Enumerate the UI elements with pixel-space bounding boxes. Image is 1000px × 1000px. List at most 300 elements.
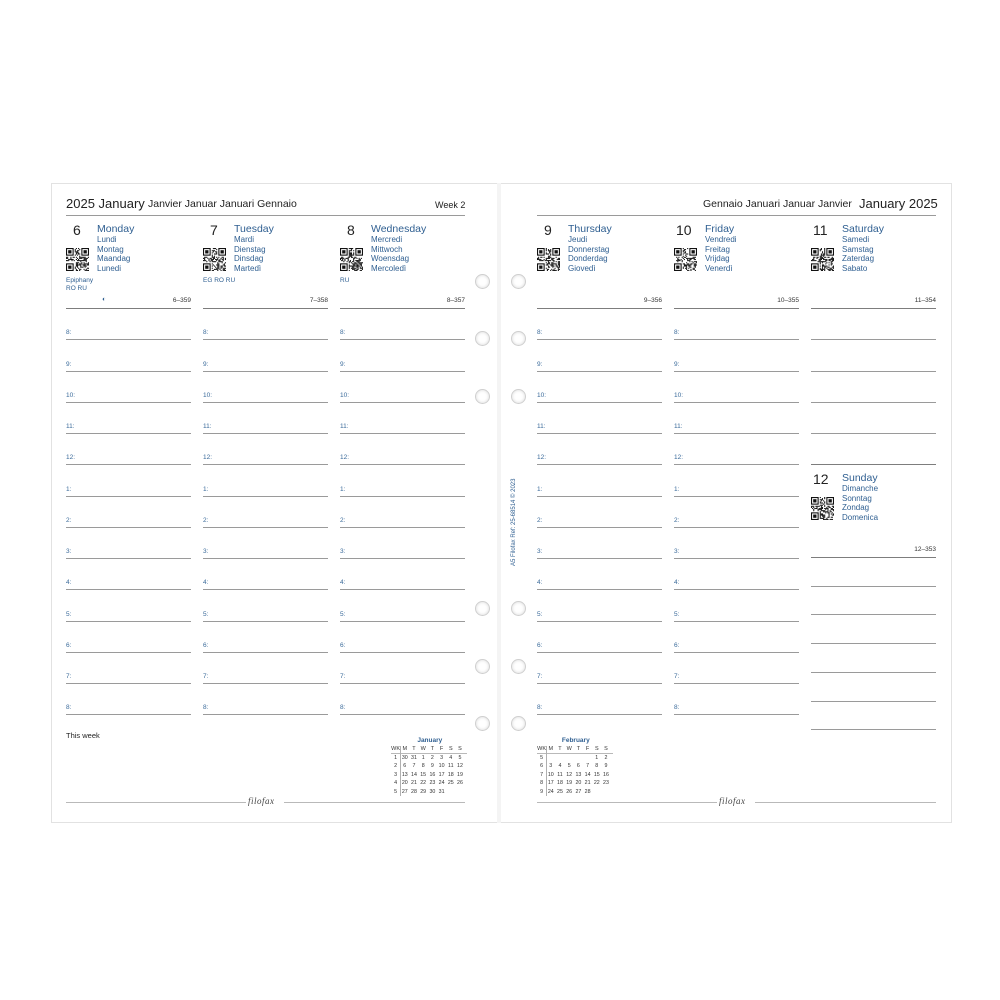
note-line [811, 672, 936, 673]
hour-label: 4: [66, 579, 72, 587]
binding-gutter [497, 183, 501, 823]
hour-label: 11: [203, 423, 212, 430]
hour-line [203, 621, 328, 622]
mini-calendar-day: 18 [557, 780, 563, 787]
mini-calendar-day: 16 [429, 771, 436, 778]
hour-line [203, 433, 328, 434]
saturday-end-rule [811, 464, 936, 465]
day-rule [340, 308, 465, 309]
right-page [500, 183, 952, 823]
mini-calendar-week-number: 5 [394, 788, 398, 795]
note-line [811, 433, 936, 434]
hour-line [340, 464, 465, 465]
mini-calendar-week-number: 3 [394, 771, 398, 778]
mini-calendar-day: 28 [584, 788, 591, 795]
punch-hole [511, 274, 526, 289]
mini-calendar-day: 15 [593, 771, 600, 778]
hour-label: 7: [66, 673, 72, 680]
hour-label: 10: [537, 391, 547, 399]
holiday-note: RO RU [66, 285, 87, 292]
day-name-translation: Donnerstag [568, 244, 610, 254]
mini-calendar-day: 16 [603, 771, 609, 778]
day-name-translation: Freitag [705, 244, 730, 254]
mini-calendar-day: 18 [447, 771, 454, 778]
punch-hole [511, 716, 526, 731]
hour-line [66, 621, 191, 622]
hour-line [674, 589, 799, 590]
mini-calendar-day: 2 [604, 755, 608, 761]
hour-label: 1: [537, 485, 543, 493]
day-name-translation: Zondag [842, 503, 870, 513]
punch-hole [511, 659, 526, 674]
right-header-month-year: January 2025 [859, 196, 938, 211]
day-number: 9 [544, 222, 552, 238]
punch-hole [511, 331, 526, 346]
hour-line [340, 339, 465, 340]
mini-calendar-day: 20 [575, 780, 582, 787]
mini-calendar-day: 31 [411, 755, 417, 761]
hour-label: 8: [674, 329, 680, 337]
hour-line [203, 589, 328, 590]
punch-hole [475, 716, 490, 731]
hour-line [340, 589, 465, 590]
hour-label: 8: [674, 704, 680, 712]
day-qr-code [340, 248, 363, 271]
mini-calendar-day: 27 [575, 788, 582, 795]
mini-calendar-weekday: T [558, 746, 562, 752]
hour-label: 7: [537, 673, 543, 680]
hour-label: 5: [203, 610, 209, 618]
hour-label: 3: [674, 548, 680, 555]
day-name-translation: Samstag [842, 244, 874, 254]
right-footer-rule-a [537, 802, 717, 803]
hour-line [674, 683, 799, 684]
hour-line [674, 527, 799, 528]
day-number: 12 [813, 471, 829, 487]
hour-label: 9: [340, 360, 346, 368]
mini-calendar-day: 27 [401, 788, 408, 795]
mini-calendar-day: 25 [447, 780, 454, 787]
day-name-translation: Lundi [97, 235, 117, 244]
mini-calendar-day: 30 [401, 755, 408, 761]
hour-line [203, 683, 328, 684]
hour-label: 10: [340, 391, 350, 399]
qr-code-icon [811, 248, 834, 271]
mini-calendar-day: 17 [438, 771, 445, 778]
day-rule [674, 308, 799, 309]
hour-label: 12: [66, 454, 76, 462]
hour-label: 2: [537, 516, 543, 524]
mini-calendar-day: 25 [557, 788, 563, 795]
right-header-languages: Gennaio Januari Januar Janvier [703, 198, 852, 210]
qr-code-icon [66, 248, 89, 271]
svg-text:A5 Filofax Ref: 25-68514 ©: A5 Filofax Ref: 25-68514 © 2023 [511, 478, 517, 566]
mini-calendar-day: 21 [584, 780, 591, 787]
day-name-translation: Sabato [842, 263, 868, 273]
day-rule [203, 308, 328, 309]
note-line [811, 614, 936, 615]
mini-calendar-day: 8 [421, 763, 425, 770]
day-name-translation: Donderdag [568, 254, 608, 264]
left-header-languages: Janvier Januar Januari Gennaio [148, 198, 297, 210]
hour-line [674, 714, 799, 715]
brand-logo-right: filofax [719, 796, 746, 806]
mini-calendar-weekday: T [430, 746, 435, 752]
mini-calendar-day: 13 [401, 771, 408, 778]
mini-calendar-week-number: 2 [394, 763, 398, 770]
day-name-translation: Vendredi [705, 235, 737, 244]
hour-line [66, 527, 191, 528]
day-name-translation: Samedi [842, 235, 870, 244]
hour-label: 11: [340, 423, 349, 430]
hour-label: 8: [340, 329, 346, 337]
day-name-translation: Jeudi [568, 235, 588, 244]
mini-calendar-week-number: 7 [540, 771, 544, 778]
hour-line [66, 433, 191, 434]
mini-calendar-day: 28 [411, 788, 417, 795]
hour-line [66, 589, 191, 590]
day-name: Saturday [842, 223, 885, 235]
mini-calendar-week-number: 9 [540, 788, 544, 795]
punch-hole [475, 601, 490, 616]
mini-calendar-weekday: M [402, 746, 408, 752]
day-qr-code [537, 248, 560, 271]
hour-line [537, 371, 662, 372]
hour-line [674, 496, 799, 497]
left-header-rule [66, 215, 465, 216]
mini-calendar-weekday: M [548, 746, 554, 752]
hour-label: 8: [66, 704, 72, 712]
day-number: 6 [73, 222, 81, 238]
hour-label: 4: [203, 579, 209, 587]
hour-label: 1: [66, 485, 72, 493]
hour-label: 8: [203, 329, 209, 337]
hour-label: 5: [674, 610, 680, 618]
mini-calendar-weekday: S [604, 746, 608, 752]
hour-label: 12: [340, 454, 350, 462]
mini-calendar-day: 5 [567, 763, 571, 770]
day-name-translation: Giovedì [568, 263, 596, 273]
day-name-translation: Lunedi [97, 263, 122, 273]
left-footer-rule-a [66, 802, 246, 803]
mini-calendar-day: 31 [438, 788, 445, 795]
mini-calendar-day: 6 [403, 763, 407, 770]
mini-calendar-day: 26 [566, 788, 573, 795]
mini-calendar-day: 6 [576, 763, 580, 770]
mini-calendar-day: 12 [566, 771, 573, 778]
day-of-year: 7–358 [309, 297, 328, 304]
mini-calendar-day: 1 [595, 755, 599, 761]
hour-label: 10: [66, 391, 76, 399]
mini-calendar-day: 2 [430, 755, 434, 761]
hour-line [674, 558, 799, 559]
hour-label: 7: [674, 673, 680, 680]
mini-calendar-day: 7 [412, 763, 416, 770]
punch-hole [475, 659, 490, 674]
mini-calendar-day: 4 [558, 763, 562, 770]
day-name-translation: Maandag [97, 254, 131, 264]
day-name: Friday [705, 223, 735, 235]
hour-label: 11: [674, 423, 683, 430]
note-line [811, 701, 936, 702]
hour-line [203, 402, 328, 403]
mini-calendar-day: 11 [448, 763, 454, 770]
mini-calendar-day: 12 [457, 763, 463, 770]
mini-calendar-day: 20 [401, 780, 408, 787]
moon-phase-icon: ◐ [102, 296, 106, 303]
mini-calendar-day: 17 [547, 780, 554, 787]
hour-line [537, 621, 662, 622]
hour-label: 5: [537, 610, 543, 618]
hour-label: 8: [66, 329, 72, 337]
mini-calendar-day: 24 [438, 780, 445, 787]
hour-line [66, 714, 191, 715]
hour-label: 6: [66, 641, 72, 649]
mini-calendar-day: 7 [586, 763, 590, 770]
hour-label: 7: [203, 673, 209, 680]
hour-label: 2: [66, 516, 72, 524]
day-of-year: 6–359 [172, 297, 191, 304]
day-qr-code [811, 497, 834, 520]
hour-line [340, 402, 465, 403]
mini-calendar-day: 14 [411, 771, 417, 778]
hour-label: 3: [537, 548, 543, 555]
hour-label: 3: [203, 548, 209, 555]
mini-calendar-day: 10 [438, 763, 445, 770]
hour-line [66, 371, 191, 372]
day-name: Tuesday [234, 223, 274, 235]
hour-label: 4: [674, 579, 680, 587]
hour-label: 4: [537, 579, 543, 587]
day-name-translation: Zaterdag [842, 254, 875, 264]
hour-line [66, 652, 191, 653]
hour-line [674, 621, 799, 622]
hour-label: 10: [674, 391, 684, 399]
hour-line [674, 402, 799, 403]
hour-label: 10: [203, 391, 213, 399]
hour-label: 3: [66, 548, 72, 555]
day-rule [811, 557, 936, 558]
left-page [51, 183, 498, 823]
day-name-translation: Dimanche [842, 484, 879, 493]
qr-code-icon [811, 497, 834, 520]
hour-label: 2: [674, 516, 680, 524]
day-of-year: 12–353 [914, 546, 936, 553]
hour-label: 12: [203, 454, 213, 462]
hour-line [340, 558, 465, 559]
hour-label: 9: [203, 360, 209, 368]
day-name: Wednesday [371, 223, 427, 235]
hour-label: 6: [203, 641, 209, 649]
day-name-translation: Vrijdag [705, 254, 730, 264]
hour-line [203, 371, 328, 372]
hour-label: 8: [340, 704, 346, 712]
day-number: 7 [210, 222, 218, 238]
punch-hole [475, 389, 490, 404]
hour-label: 8: [537, 329, 543, 337]
hour-line [203, 464, 328, 465]
mini-calendar-day: 22 [420, 780, 427, 787]
hour-line [537, 464, 662, 465]
hour-line [203, 558, 328, 559]
mini-calendar-day: 8 [595, 763, 599, 770]
holiday-note: Epiphany [66, 277, 94, 284]
hour-line [340, 371, 465, 372]
hour-label: 11: [537, 423, 546, 430]
hour-label: 6: [340, 641, 346, 649]
mini-calendar-week-number: 6 [540, 763, 544, 770]
mini-calendar-day: 5 [458, 755, 462, 761]
hour-label: 5: [340, 610, 346, 618]
hour-line [537, 402, 662, 403]
note-line [811, 339, 936, 340]
mini-calendar-weekday: T [412, 746, 416, 752]
hour-line [340, 621, 465, 622]
hour-label: 1: [203, 485, 209, 493]
day-rule [811, 308, 936, 309]
mini-calendar-rule [391, 753, 467, 754]
hour-line [340, 527, 465, 528]
mini-calendar-week-number: 1 [394, 755, 398, 761]
mini-calendar-day: 26 [457, 780, 463, 787]
day-of-year: 9–356 [643, 297, 662, 304]
hour-label: 8: [203, 704, 209, 712]
hour-label: 12: [674, 454, 684, 462]
mini-calendar-day: 23 [603, 780, 609, 787]
hour-line [66, 496, 191, 497]
day-number: 8 [347, 222, 355, 238]
hour-label: 1: [674, 485, 680, 493]
week-number: Week 2 [435, 200, 466, 210]
brand-logo-left: filofax [248, 796, 275, 806]
hour-line [66, 402, 191, 403]
mini-calendar-day: 13 [575, 771, 582, 778]
mini-calendar-day: 29 [420, 788, 427, 795]
day-name: Sunday [842, 472, 878, 484]
hour-label: 2: [203, 516, 209, 524]
mini-calendar-week-number: 8 [540, 780, 544, 787]
mini-calendar-title: January [417, 737, 443, 744]
mini-calendar-weekday: F [585, 746, 590, 752]
day-qr-code [811, 248, 834, 271]
hour-line [674, 464, 799, 465]
hour-line [203, 527, 328, 528]
hour-label: 9: [66, 360, 72, 368]
right-footer-rule-b [755, 802, 936, 803]
day-name-translation: Montag [97, 244, 124, 254]
day-of-year: 11–354 [914, 297, 936, 304]
day-name-translation: Mercredi [371, 235, 403, 244]
mini-calendar-day: 19 [566, 780, 573, 787]
mini-calendar-day: 9 [604, 763, 608, 770]
hour-label: 12: [537, 454, 547, 462]
mini-calendar-weekday: F [439, 746, 444, 752]
hour-line [537, 589, 662, 590]
hour-label: 9: [537, 360, 543, 368]
mini-calendar-weekday: W [420, 746, 426, 752]
punch-hole [475, 331, 490, 346]
mini-calendar-day: 19 [457, 771, 463, 778]
day-name-translation: Venerdì [705, 263, 733, 273]
day-name-translation: Martedì [234, 263, 262, 273]
hour-line [340, 683, 465, 684]
hour-line [537, 433, 662, 434]
hour-line [537, 496, 662, 497]
note-line [811, 371, 936, 372]
hour-line [203, 652, 328, 653]
day-name-translation: Dienstag [234, 244, 266, 254]
day-qr-code [203, 248, 226, 271]
day-of-year: 8–357 [446, 297, 465, 304]
qr-code-icon [674, 248, 697, 271]
day-name-translation: Mercoledì [371, 263, 407, 273]
day-qr-code [66, 248, 89, 271]
hour-line [66, 464, 191, 465]
hour-label: 4: [340, 579, 346, 587]
this-week-label: This week [66, 731, 100, 740]
mini-calendar-day: 3 [549, 763, 553, 770]
punch-hole [511, 389, 526, 404]
day-name-translation: Sonntag [842, 493, 872, 503]
mini-calendar-day: 23 [429, 780, 436, 787]
day-number: 10 [676, 222, 692, 238]
mini-calendar-rule [537, 753, 613, 754]
punch-hole [475, 274, 490, 289]
right-header-rule [537, 215, 936, 216]
hour-label: 5: [66, 610, 72, 618]
hour-label: 8: [537, 704, 543, 712]
mini-calendar-day: 1 [421, 755, 425, 761]
day-of-year: 10–355 [777, 297, 799, 304]
hour-line [340, 433, 465, 434]
hour-line [203, 339, 328, 340]
mini-calendar-weekday: S [458, 746, 462, 752]
hour-line [674, 433, 799, 434]
mini-calendar-day: 11 [557, 771, 563, 778]
hour-label: 1: [340, 485, 346, 493]
note-line [811, 643, 936, 644]
mini-calendar-weekday: WK [537, 746, 547, 752]
day-name: Monday [97, 223, 135, 235]
mini-calendar-title: February [561, 737, 590, 744]
mini-calendar-week-number: 5 [540, 755, 544, 761]
qr-code-icon [340, 248, 363, 271]
hour-label: 6: [674, 641, 680, 649]
mini-calendar-day: 4 [449, 755, 453, 761]
mini-calendar-weekday: W [566, 746, 572, 752]
hour-label: 6: [537, 641, 543, 649]
hour-line [537, 527, 662, 528]
holiday-note: EG RO RU [203, 277, 236, 284]
mini-calendar-day: 22 [593, 780, 600, 787]
day-qr-code [674, 248, 697, 271]
hour-line [340, 652, 465, 653]
hour-label: 11: [66, 423, 75, 430]
mini-calendar-week-number: 4 [394, 780, 398, 787]
mini-calendar-day: 3 [440, 755, 444, 761]
hour-line [203, 714, 328, 715]
mini-calendar-day: 15 [420, 771, 427, 778]
hour-line [66, 683, 191, 684]
mini-calendar-day: 24 [547, 788, 554, 795]
hour-line [674, 371, 799, 372]
hour-label: 2: [340, 516, 346, 524]
hour-line [674, 652, 799, 653]
hour-line [537, 714, 662, 715]
hour-line [537, 683, 662, 684]
hour-label: 9: [674, 360, 680, 368]
mini-calendar-weekday: S [448, 746, 453, 752]
